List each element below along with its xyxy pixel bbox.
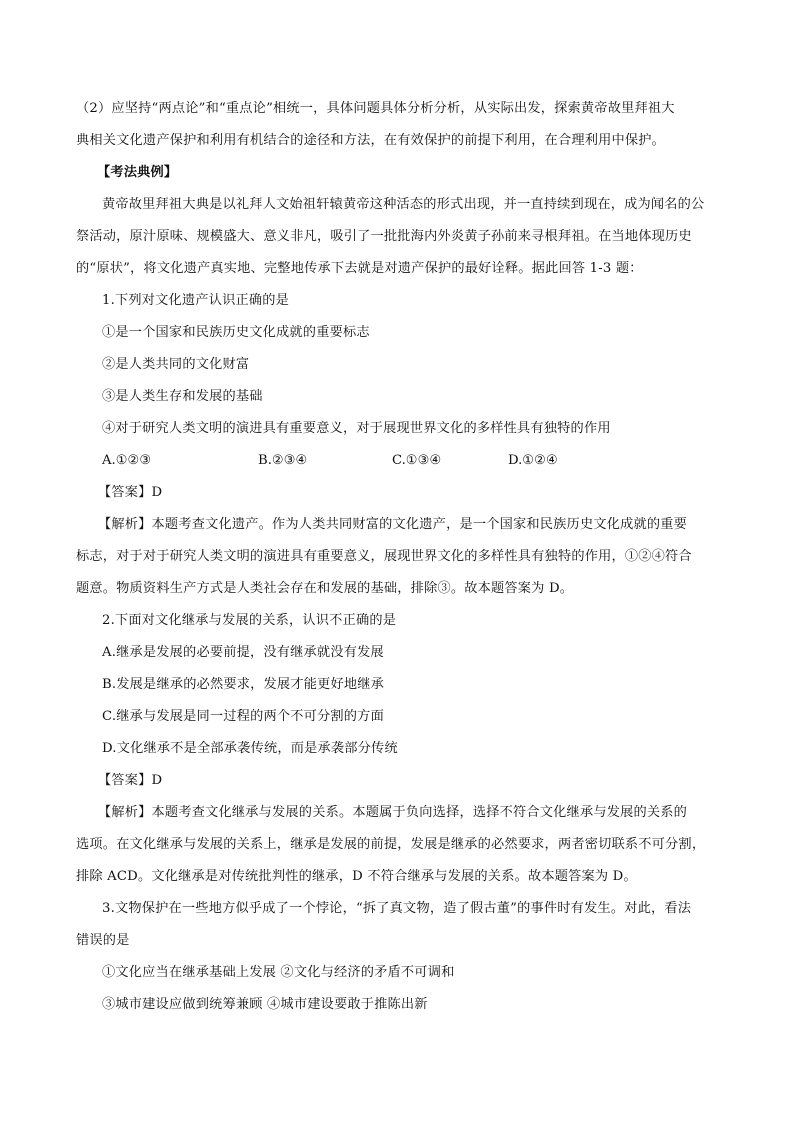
question-2-answer: 【答案】D (98, 773, 163, 788)
question-3-stem-line-1: 3.文物保护在一些地方似乎成了一个悖论，“拆了真文物，造了假古董”的事件时有发生。对此，看法 (102, 901, 692, 916)
question-2-option-a: A.继承是发展的必要前提，没有继承就没有发展 (102, 645, 384, 660)
question-1-item-4: ④对于研究人类文明的演进具有重要意义，对于展现世界文化的多样性具有独特的作用 (102, 421, 611, 436)
question-2-analysis-line-1: 【解析】本题考查文化继承与发展的关系。本题属于负向选择，选择不符合文化继承与发展的关系的 (98, 805, 688, 820)
question-1-option-d: D.①②④ (508, 453, 558, 468)
question-1-option-b: B.②③④ (258, 453, 308, 468)
section-heading: 【考法典例】 (97, 165, 178, 180)
question-2-stem: 2.下面对文化继承与发展的关系，认识不正确的是 (102, 613, 397, 628)
question-3-stem-line-2: 错误的是 (76, 933, 130, 948)
question-1-item-1: ①是一个国家和民族历史文化成就的重要标志 (102, 325, 370, 340)
question-1-item-3: ③是人类生存和发展的基础 (102, 389, 263, 404)
passage-line-2: 祭活动，原汁原味、规模盛大、意义非凡，吸引了一批批海内外炎黄子孙前来寻根拜祖。在当地体现历史 (76, 229, 692, 244)
question-1-stem: 1.下列对文化遗产认识正确的是 (102, 293, 290, 308)
question-1-answer: 【答案】D (98, 485, 163, 500)
question-2-option-b: B.发展是继承的必然要求，发展才能更好地继承 (102, 677, 385, 692)
question-1-option-a: A.①②③ (102, 453, 152, 468)
question-1-analysis-line-1: 【解析】本题考查文化遗产。作为人类共同财富的文化遗产，是一个国家和民族历史文化成就的重要 (98, 517, 688, 532)
question-1-option-c: C.①③④ (392, 453, 442, 468)
question-3-items-row-2: ③城市建设应做到统筹兼顾 ④城市建设要敢于推陈出新 (102, 997, 428, 1012)
question-2-option-c: C.继承与发展是同一过程的两个不可分割的方面 (102, 709, 384, 724)
intro-line-2: 典相关文化遗产保护和利用有机结合的途径和方法，在有效保护的前提下利用，在合理利用中保护。 (76, 133, 666, 148)
question-2-analysis-line-3: 排除 ACD。文化继承是对传统批判性的继承，D 不符合继承与发展的关系。故本题答案为 D。 (76, 869, 637, 884)
question-1-analysis-line-2: 标志，对于对于研究人类文明的演进具有重要意义，展现世界文化的多样性具有独特的作用，①②④符合 (76, 549, 692, 564)
question-1-analysis-line-3: 题意。物质资料生产方式是人类社会存在和发展的基础，排除③。故本题答案为 D。 (76, 581, 574, 596)
question-3-items-row-1: ①文化应当在继承基础上发展 ②文化与经济的矛盾不可调和 (102, 965, 455, 980)
passage-line-3: 的“原状”，将文化遗产真实地、完整地传承下去就是对遗产保护的最好诠释。据此回答 1-3 题： (76, 261, 643, 276)
question-1-item-2: ②是人类共同的文化财富 (102, 357, 250, 372)
intro-line-1: （2）应坚持“两点论”和“重点论”相统一，具体问题具体分析分析，从实际出发，探索黄帝故里拜祖大 (76, 101, 675, 116)
question-2-analysis-line-2: 选项。在文化继承与发展的关系上，继承是发展的前提，发展是继承的必然要求，两者密切联系不可分割， (76, 837, 706, 852)
passage-line-1: 黄帝故里拜祖大典是以礼拜人文始祖轩辕黄帝这种活态的形式出现，并一直持续到现在，成为闻名的公 (102, 197, 705, 212)
question-2-option-d: D.文化继承不是全部承袭传统，而是承袭部分传统 (102, 741, 398, 756)
